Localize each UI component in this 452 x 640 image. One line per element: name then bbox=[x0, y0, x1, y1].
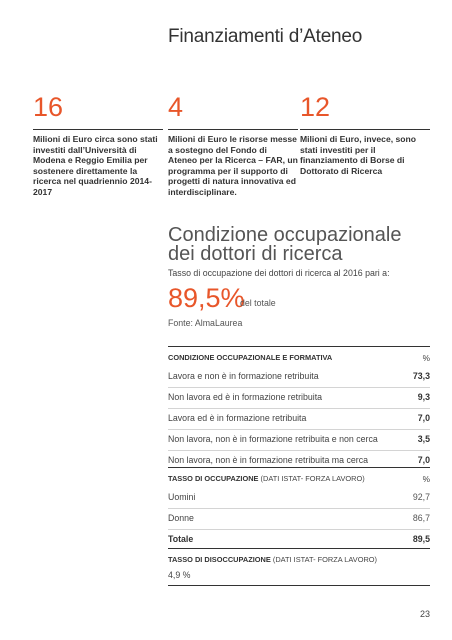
employment-rate-label: del totale bbox=[240, 298, 276, 308]
row-label: Non lavora ed è in formazione retribuita bbox=[168, 392, 323, 402]
table-header-label: CONDIZIONE OCCUPAZIONALE E FORMATIVA bbox=[168, 353, 333, 362]
table-header-label bbox=[168, 555, 377, 564]
row-value: 9,3 bbox=[417, 392, 430, 402]
row-label: Non lavora, non è in formazione retribuita ma cerca bbox=[168, 455, 368, 465]
stat-number: 16 bbox=[33, 92, 64, 122]
row-value: 3,5 bbox=[417, 434, 430, 444]
stat-description: Milioni di Euro le risorse messe a sostegno del Fondo di Ateneo per la Ricerca – FAR, un programma per il supporto di progetti di natura innovativa ed interdisciplinare. bbox=[168, 134, 298, 197]
table-unemployment-rate bbox=[168, 548, 430, 569]
table-row bbox=[168, 367, 430, 387]
section-subtitle: Tasso di occupazione dei dottori di ricerca al 2016 pari a: bbox=[168, 268, 390, 278]
row-label: Lavora ed è in formazione retribuita bbox=[168, 413, 307, 423]
table-header-source: (DATI ISTAT- FORZA LAVORO) bbox=[260, 474, 365, 483]
section-title-line: Condizione occupazionale bbox=[168, 224, 402, 246]
table-header bbox=[168, 467, 430, 488]
stat-block-far-fund bbox=[168, 92, 298, 198]
bottom-divider bbox=[168, 585, 430, 586]
table-header-unit: % bbox=[422, 353, 430, 363]
stat-description: Milioni di Euro circa sono stati investiti dall’Università di Modena e Reggio Emilia per sostenere direttamente la ricerca nel quadriennio 2014-2017 bbox=[33, 134, 158, 197]
table-row bbox=[168, 408, 430, 429]
row-value: 7,0 bbox=[417, 455, 430, 465]
employment-rate-value: 89,5% bbox=[168, 283, 245, 313]
table-header bbox=[168, 346, 430, 367]
table-header bbox=[168, 548, 430, 569]
stat-block-research-funding bbox=[33, 92, 163, 198]
row-value: 89,5 bbox=[412, 534, 430, 544]
unemployment-rate-value: 4,9 % bbox=[168, 570, 191, 580]
table-row bbox=[168, 429, 430, 450]
table-row-total bbox=[168, 529, 430, 550]
row-label: Donne bbox=[168, 513, 194, 523]
stat-number: 12 bbox=[300, 92, 331, 122]
row-value: 86,7 bbox=[412, 513, 430, 523]
table-header-label bbox=[168, 474, 365, 483]
table-header-title: TASSO DI OCCUPAZIONE bbox=[168, 474, 259, 483]
table-row bbox=[168, 508, 430, 529]
stat-description: Milioni di Euro, invece, sono stati investiti per il finanziamento di Borse di Dottorato di Ricerca bbox=[300, 134, 417, 176]
stat-divider bbox=[33, 129, 163, 130]
stat-block-phd-scholarships bbox=[300, 92, 430, 176]
section-title bbox=[168, 226, 402, 264]
row-value: 92,7 bbox=[412, 492, 430, 502]
table-employment-condition bbox=[168, 346, 430, 471]
row-value: 7,0 bbox=[417, 413, 430, 423]
table-employment-rate bbox=[168, 467, 430, 550]
table-row bbox=[168, 488, 430, 508]
table-row bbox=[168, 387, 430, 408]
table-header-title: TASSO DI DISOCCUPAZIONE bbox=[168, 555, 271, 564]
data-source: Fonte: AlmaLaurea bbox=[168, 318, 243, 328]
table-header-source: (DATI ISTAT- FORZA LAVORO) bbox=[272, 555, 378, 564]
page-title: Finanziamenti d’Ateneo bbox=[168, 26, 363, 47]
stat-divider bbox=[300, 129, 430, 130]
table-header-unit: % bbox=[422, 474, 430, 484]
stat-number: 4 bbox=[168, 92, 184, 122]
page-number: 23 bbox=[419, 609, 430, 619]
row-label: Lavora e non è in formazione retribuita bbox=[168, 371, 319, 381]
row-label: Totale bbox=[168, 534, 194, 544]
row-label: Uomini bbox=[168, 492, 196, 502]
row-value: 73,3 bbox=[412, 371, 430, 381]
row-label: Non lavora, non è in formazione retribuita e non cerca bbox=[168, 434, 378, 444]
section-title-line: dei dottori di ricerca bbox=[168, 243, 343, 265]
stat-divider bbox=[168, 129, 298, 130]
